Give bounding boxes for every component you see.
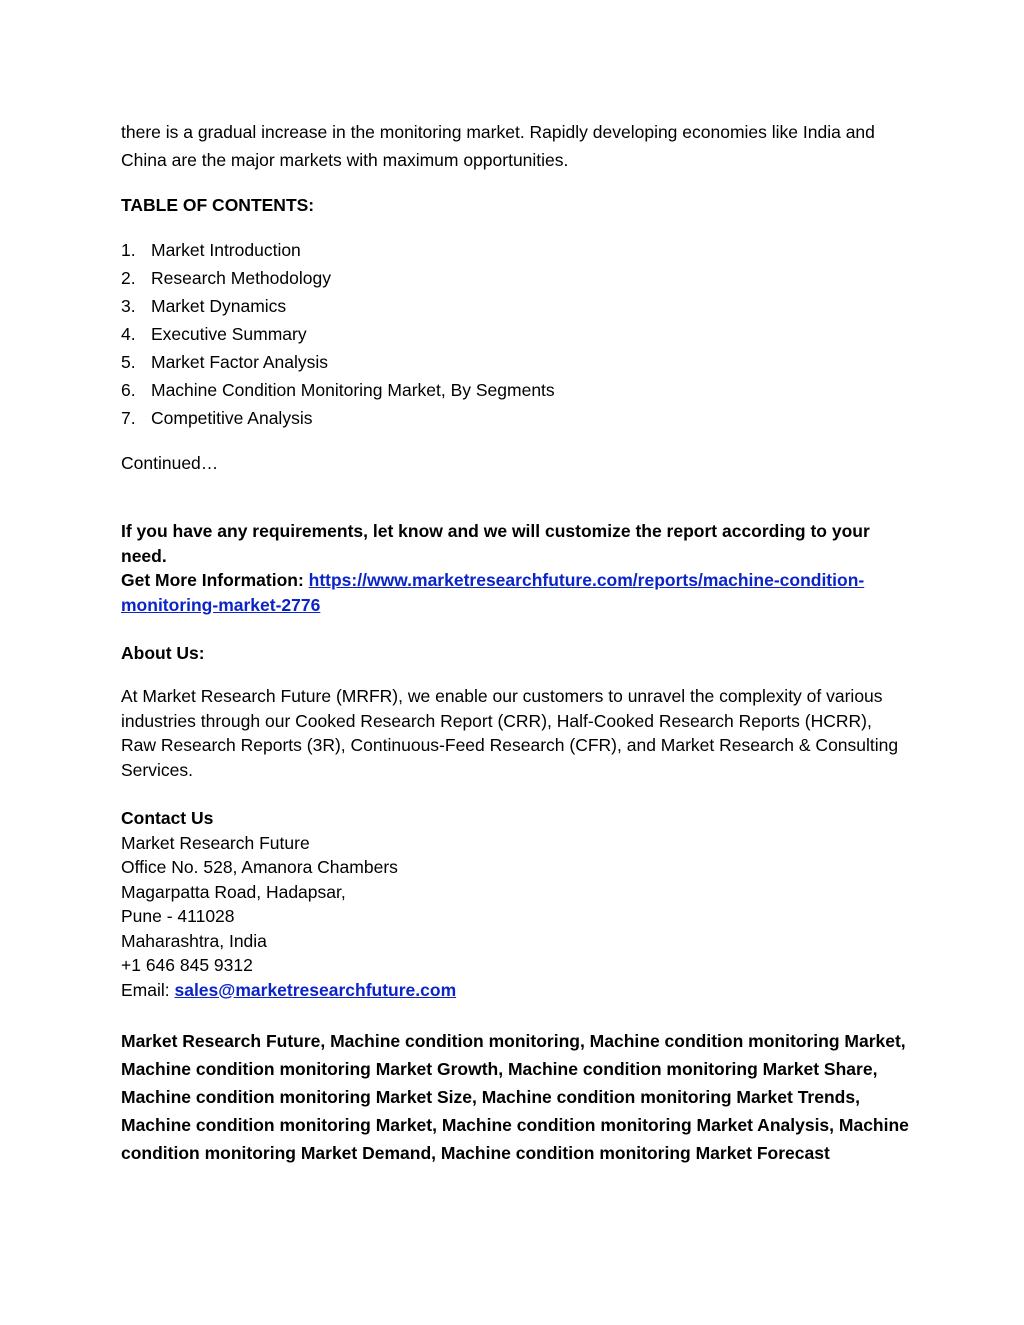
about-heading: About Us: xyxy=(121,643,205,663)
requirements-text: If you have any requirements, let know and we will customize the report according to your need. xyxy=(121,521,870,566)
contact-email-line xyxy=(121,978,911,1003)
toc-heading: TABLE OF CONTENTS: xyxy=(121,195,315,215)
toc-item xyxy=(121,376,911,404)
toc-item-number: 2. xyxy=(121,268,136,288)
keywords-paragraph: Market Research Future, Machine condition monitoring, Machine condition monitoring Market, Machine condition monitoring Market Growth, Machine condition monitoring Market Share, Machine condition monitoring Market Size, Machine condition monitoring Market Trends, Machine condition monitoring Market, Machine condition monitoring Market Analysis, Machine condition monitoring Market Demand, Machine condition monitoring Market Forecast xyxy=(121,1031,909,1163)
contact-city: Pune - 411028 xyxy=(121,906,235,926)
toc-item-label: Market Introduction xyxy=(151,240,301,260)
toc-item-number: 1. xyxy=(121,240,136,260)
more-info-label: Get More Information: xyxy=(121,570,309,590)
contact-company: Market Research Future xyxy=(121,832,310,853)
toc-item-label: Market Dynamics xyxy=(151,296,287,316)
toc-item xyxy=(121,348,911,376)
document-page xyxy=(121,118,911,1167)
toc-item xyxy=(121,292,911,320)
toc-item xyxy=(121,264,911,292)
toc-item-number: 7. xyxy=(121,408,136,428)
contact-road: Magarpatta Road, Hadapsar, xyxy=(121,881,346,902)
contact-email-label: Email: xyxy=(121,979,175,1000)
toc-item xyxy=(121,404,911,432)
toc-item xyxy=(121,236,911,264)
contact-state: Maharashtra, India xyxy=(121,930,267,951)
toc-item-number: 4. xyxy=(121,324,136,344)
contact-block xyxy=(121,806,911,1002)
toc-continued: Continued… xyxy=(121,453,219,473)
email-link[interactable]: sales@marketresearchfuture.com xyxy=(174,979,457,1000)
toc-item-number: 6. xyxy=(121,380,136,400)
about-text: At Market Research Future (MRFR), we enable our customers to unravel the complexity of various industries through our Cooked Research Report (CRR), Half-Cooked Research Reports (HCRR), Raw Research Reports (3R), Continuous-Feed Research (CFR), and Market Research & Consulting Services. xyxy=(121,686,899,780)
contact-office: Office No. 528, Amanora Chambers xyxy=(121,857,398,877)
contact-heading: Contact Us xyxy=(121,808,214,828)
intro-paragraph: there is a gradual increase in the monitoring market. Rapidly developing economies like India and China are the major markets with maximum opportunities. xyxy=(121,122,875,170)
toc-item-label: Machine Condition Monitoring Market, By Segments xyxy=(151,380,555,400)
toc-item-label: Market Factor Analysis xyxy=(151,352,328,372)
toc-item-number: 5. xyxy=(121,352,136,372)
toc-list xyxy=(121,236,911,432)
toc-item-number: 3. xyxy=(121,296,136,316)
more-info-line xyxy=(121,568,911,617)
contact-phone: +1 646 845 9312 xyxy=(121,955,253,975)
report-link[interactable]: https://www.marketresearchfuture.com/reports/machine-condition-monitoring-market-2776 xyxy=(121,570,865,615)
toc-item xyxy=(121,320,911,348)
toc-item-label: Research Methodology xyxy=(151,268,331,288)
toc-item-label: Executive Summary xyxy=(151,324,307,344)
toc-item-label: Competitive Analysis xyxy=(151,408,313,428)
